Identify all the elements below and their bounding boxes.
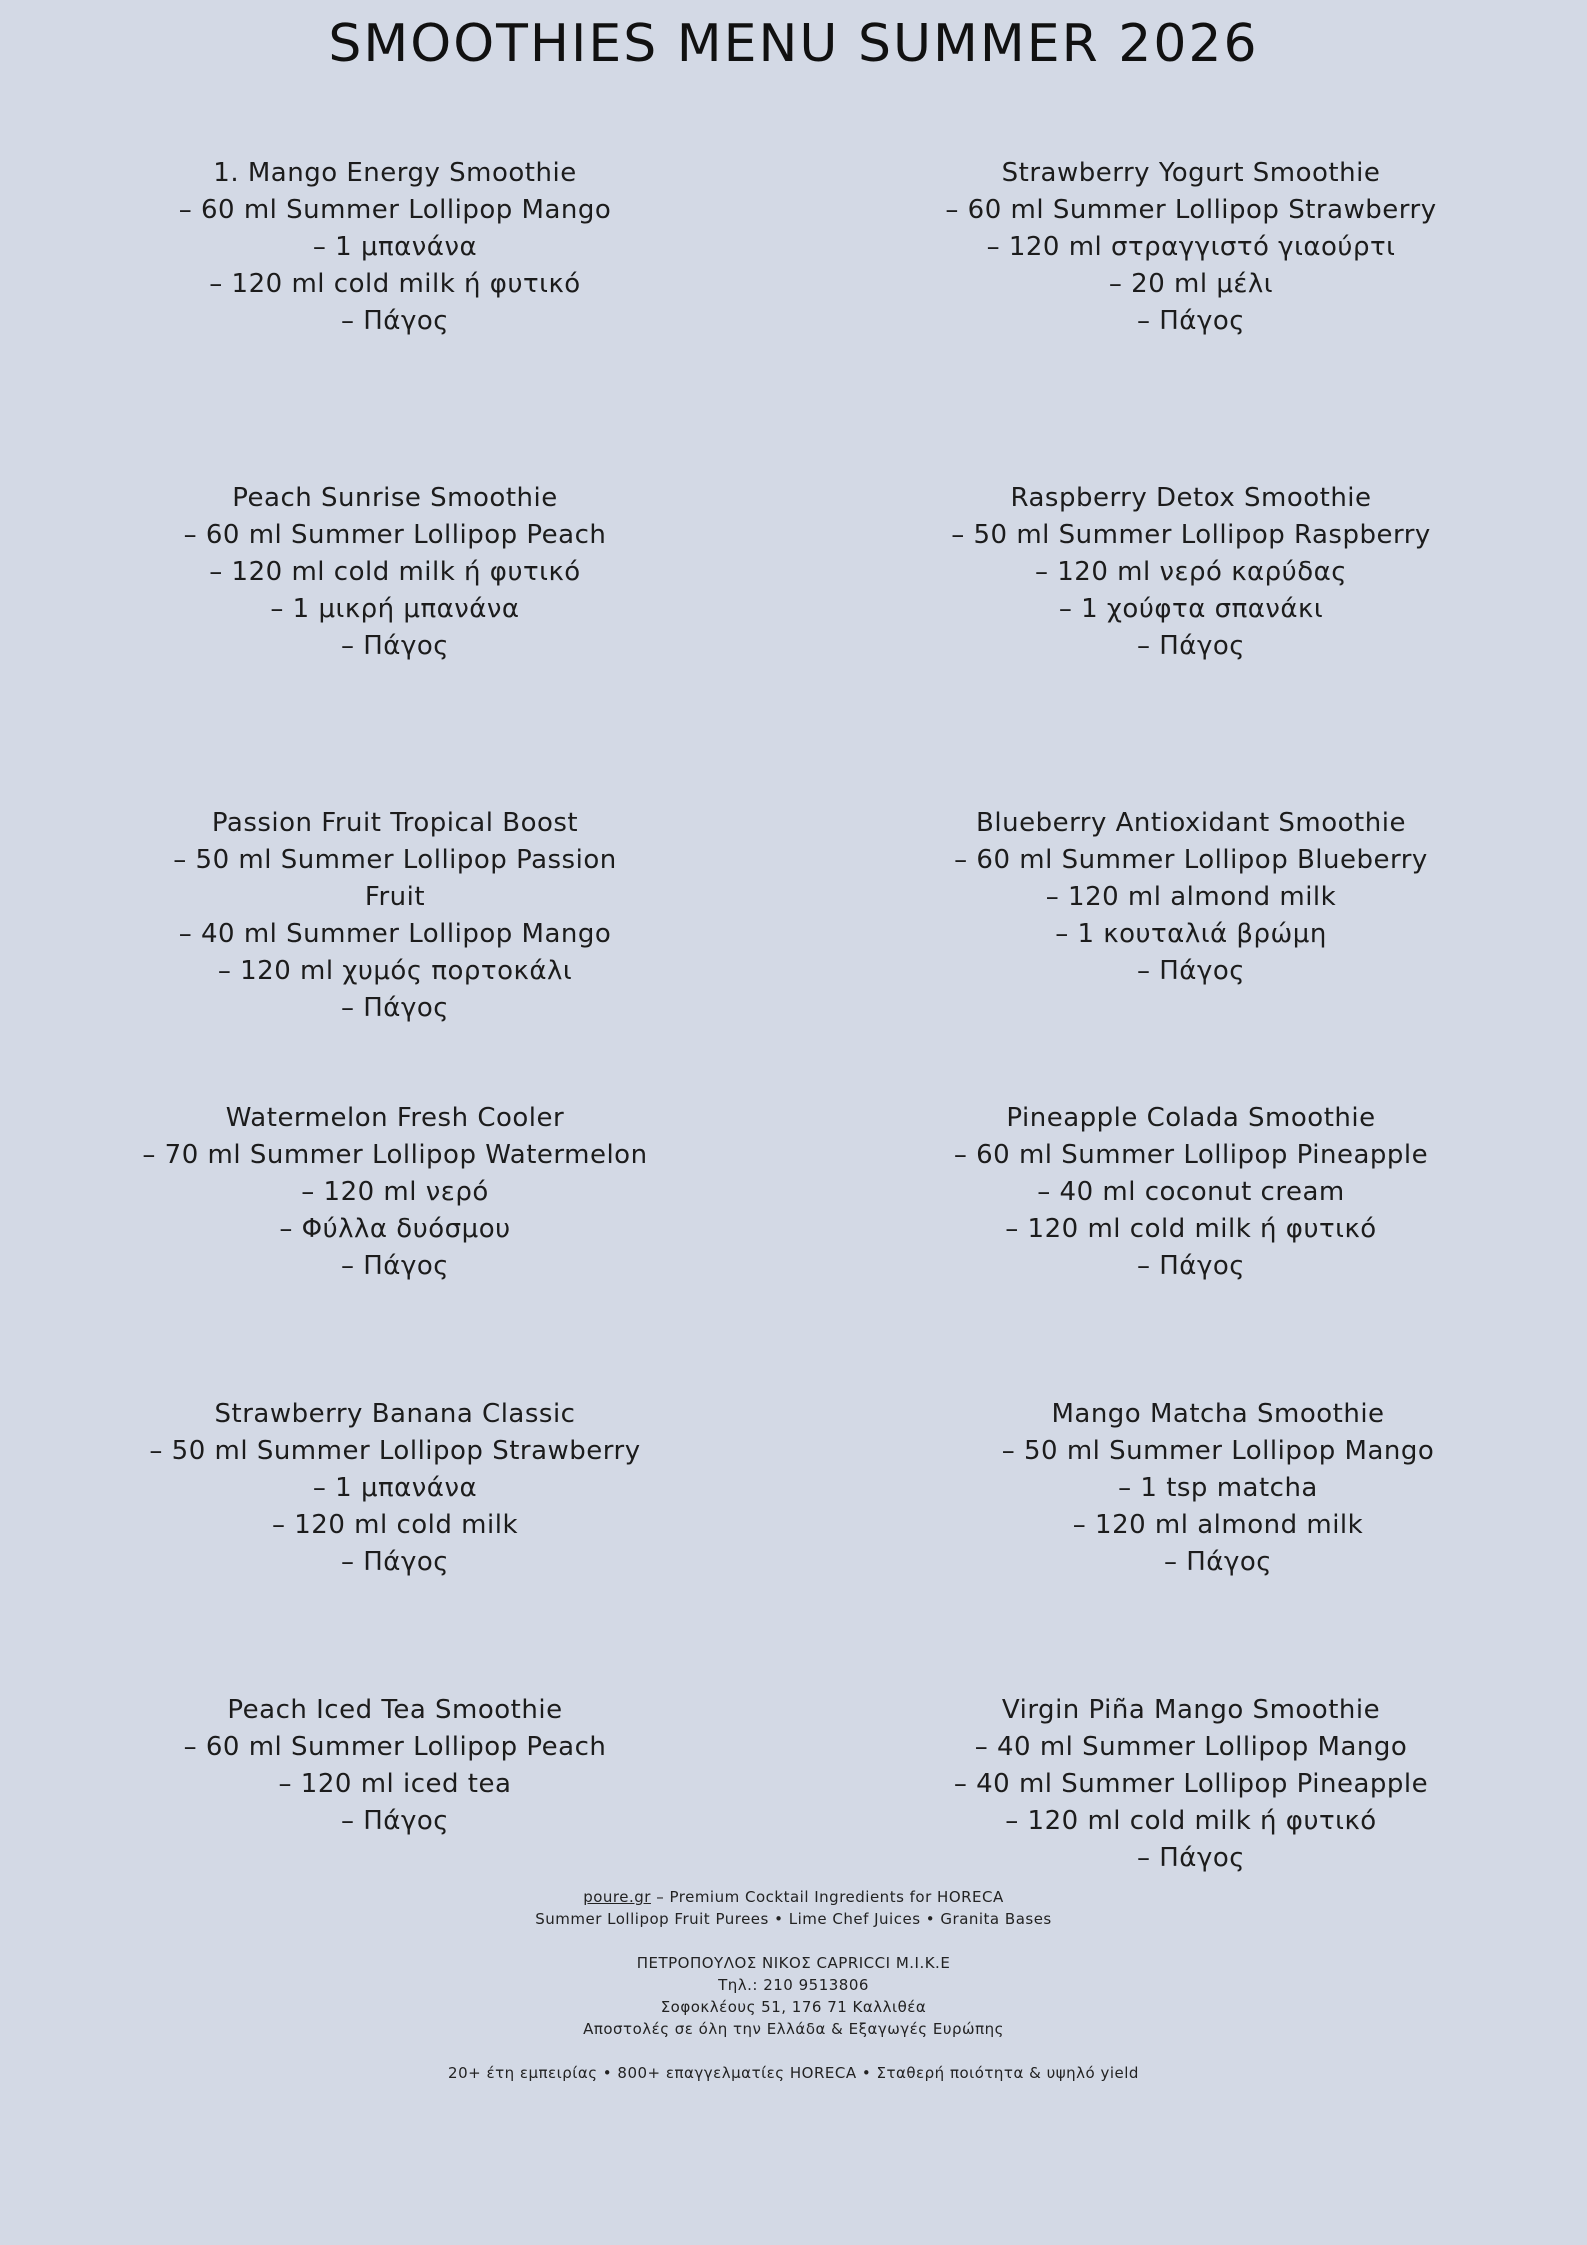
ingredient-line: – Πάγος [1136, 1843, 1245, 1873]
ingredient-line: – 120 ml cold milk ή φυτικό [1005, 1214, 1377, 1244]
ingredient-line: – 60 ml Summer Lollipop Mango [178, 195, 612, 225]
ingredient-line: – 60 ml Summer Lollipop Strawberry [945, 195, 1437, 225]
ingredient-line: – 70 ml Summer Lollipop Watermelon [142, 1140, 648, 1170]
recipe-name: Watermelon Fresh Cooler [225, 1103, 565, 1133]
recipe-card [135, 805, 655, 1027]
ingredient-line: – 60 ml Summer Lollipop Peach [183, 1732, 607, 1762]
ingredient-line: – 1 μπανάνα [312, 232, 478, 262]
ingredient-line: – Φύλλα δυόσμου [279, 1214, 511, 1244]
footer-address: Σοφοκλέους 51, 176 71 Καλλιθέα [660, 1998, 927, 2016]
ingredient-line: – Πάγος [1136, 956, 1245, 986]
recipe-card [931, 1100, 1451, 1285]
ingredient-line: – Πάγος [340, 993, 449, 1023]
ingredient-line: – 40 ml Summer Lollipop Pineapple [953, 1769, 1429, 1799]
recipe-name: Mango Matcha Smoothie [1051, 1399, 1385, 1429]
footer-shipping: Αποστολές σε όλη την Ελλάδα & Εξαγωγές Ευρώπης [583, 2020, 1004, 2038]
ingredient-line: – 120 ml χυμός πορτοκάλι [217, 956, 573, 986]
ingredient-line: – 60 ml Summer Lollipop Blueberry [954, 845, 1428, 875]
ingredient-line: – 50 ml Summer Lollipop Passion [173, 845, 617, 875]
footer-tagline: – Premium Cocktail Ingredients for HORECA [650, 1888, 1004, 1906]
ingredient-line: – 120 ml στραγγιστό γιαούρτι [986, 232, 1396, 262]
ingredient-line: – 120 ml almond milk [1045, 882, 1337, 912]
footer-phone: Τηλ.: 210 9513806 [718, 1976, 869, 1994]
recipe-card [931, 1692, 1451, 1877]
ingredient-line: – Πάγος [340, 1547, 449, 1577]
ingredient-line: – Πάγος [340, 631, 449, 661]
website-link[interactable]: poure.gr [583, 1888, 651, 1906]
recipe-name: Virgin Piña Mango Smoothie [1001, 1695, 1381, 1725]
recipe-name: Strawberry Banana Classic [214, 1399, 576, 1429]
recipe-name: Blueberry Antioxidant Smoothie [976, 808, 1406, 838]
recipe-name: Peach Sunrise Smoothie [232, 483, 558, 513]
ingredient-line: – 1 μπανάνα [312, 1473, 478, 1503]
ingredient-line: – Πάγος [1163, 1547, 1272, 1577]
ingredient-line: – 1 μικρή μπανάνα [270, 594, 520, 624]
ingredient-line: – 120 ml cold milk ή φυτικό [209, 269, 581, 299]
recipe-name: Pineapple Colada Smoothie [1006, 1103, 1376, 1133]
recipe-name: Peach Iced Tea Smoothie [227, 1695, 563, 1725]
ingredient-line: – 40 ml coconut cream [1037, 1177, 1345, 1207]
recipe-card [931, 155, 1451, 340]
ingredient-line: – 40 ml Summer Lollipop Mango [178, 919, 612, 949]
ingredient-line: – 120 ml cold milk ή φυτικό [209, 557, 581, 587]
ingredient-line: – 60 ml Summer Lollipop Pineapple [953, 1140, 1429, 1170]
recipe-card [931, 805, 1451, 990]
page-title: SMOOTHIES MENU SUMMER 2026 [328, 14, 1259, 74]
ingredient-line: – 40 ml Summer Lollipop Mango [974, 1732, 1408, 1762]
footer-company: ΠΕΤΡΟΠΟΥΛΟΣ ΝΙΚΟΣ CAPRICCI Μ.Ι.Κ.Ε [636, 1954, 951, 1972]
ingredient-line: – 1 tsp matcha [1118, 1473, 1318, 1503]
recipe-name: Passion Fruit Tropical Boost [211, 808, 579, 838]
ingredient-line: – 120 ml iced tea [278, 1769, 512, 1799]
ingredient-line: – 50 ml Summer Lollipop Raspberry [951, 520, 1431, 550]
recipe-name: Strawberry Yogurt Smoothie [1001, 158, 1381, 188]
recipe-name: 1. Mango Energy Smoothie [213, 158, 577, 188]
ingredient-line: – Πάγος [340, 1806, 449, 1836]
ingredient-line: – 120 ml almond milk [1072, 1510, 1364, 1540]
ingredient-line: Fruit [364, 882, 426, 912]
recipe-card [135, 1396, 655, 1581]
recipe-card [135, 480, 655, 665]
ingredient-line: – 1 χούφτα σπανάκι [1058, 594, 1324, 624]
footer-products: Summer Lollipop Fruit Purees • Lime Chef Juices • Granita Bases [535, 1910, 1052, 1928]
ingredient-line: – Πάγος [1136, 631, 1245, 661]
footer [0, 1886, 1587, 2084]
ingredient-line: – 120 ml cold milk [272, 1510, 518, 1540]
footer-stats: 20+ έτη εμπειρίας • 800+ επαγγελματίες HORECA • Σταθερή ποιότητα & υψηλό yield [448, 2064, 1139, 2082]
ingredient-line: – 50 ml Summer Lollipop Strawberry [149, 1436, 641, 1466]
ingredient-line: – 20 ml μέλι [1108, 269, 1274, 299]
ingredient-line: – 1 κουταλιά βρώμη [1055, 919, 1327, 949]
ingredient-line: – Πάγος [1136, 1251, 1245, 1281]
ingredient-line: – Πάγος [340, 1251, 449, 1281]
footer-tagline-row [0, 1886, 1587, 1908]
recipe-card [931, 480, 1451, 665]
ingredient-line: – 50 ml Summer Lollipop Mango [1001, 1436, 1435, 1466]
recipe-card [135, 155, 655, 340]
ingredient-line: – Πάγος [1136, 306, 1245, 336]
ingredient-line: – Πάγος [340, 306, 449, 336]
recipe-name: Raspberry Detox Smoothie [1010, 483, 1372, 513]
ingredient-line: – 120 ml νερό [301, 1177, 489, 1207]
recipe-card [135, 1692, 655, 1840]
recipe-card [135, 1100, 655, 1285]
ingredient-line: – 60 ml Summer Lollipop Peach [183, 520, 607, 550]
ingredient-line: – 120 ml cold milk ή φυτικό [1005, 1806, 1377, 1836]
recipe-card [958, 1396, 1478, 1581]
ingredient-line: – 120 ml νερό καρύδας [1034, 557, 1348, 587]
